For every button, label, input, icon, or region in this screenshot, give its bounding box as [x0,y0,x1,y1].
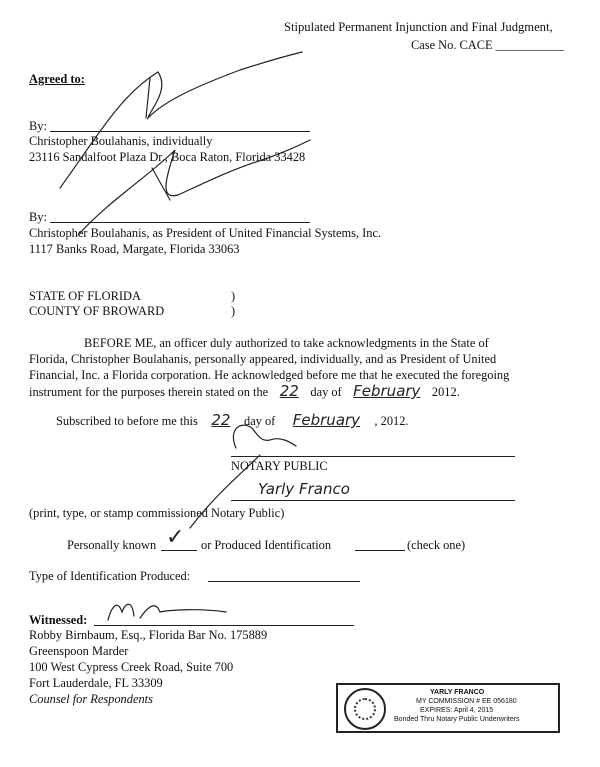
notary-name-line [231,500,515,501]
ack-month-handwritten: February [353,382,421,400]
sig2-by-label: By: [29,210,47,224]
ack-line-4 [29,384,460,400]
document-title: Stipulated Permanent Injunction and Final Judgment, [284,20,553,34]
ack-line-3: Financial, Inc. a Florida corporation. He acknowledged before me that he executed the foregoing [29,368,510,382]
ack-day-handwritten: 22 [279,382,299,400]
sig1-by-label: By: [29,119,47,133]
sig1-signature-stroke-2 [146,78,150,118]
sig1-name: Christopher Boulahanis, individually [29,134,213,148]
ack-year-text: 2012. [431,385,460,399]
witnessed-label: Witnessed: [29,613,88,627]
subscribed-line [56,413,409,429]
ack-day-of-text: day of [310,385,342,399]
sig1-signature-line [50,131,310,132]
witness-role: Counsel for Respondents [29,692,153,706]
notary-seal-icon [344,688,386,730]
venue-county: COUNTY OF BROWARD [29,304,165,318]
stamp-bonded: Bonded Thru Notary Public Underwriters [394,716,520,723]
witness-firm: Greenspoon Marder [29,644,129,658]
notary-instruction: (print, type, or stamp commissioned Notary Public) [29,506,285,520]
produced-id-label: or Produced Identification [201,538,332,552]
personally-known-line [161,550,197,551]
notary-signature-line [231,456,515,457]
personally-known-checkmark: ✓ [166,525,185,550]
check-one-label: (check one) [407,538,466,552]
stamp-commission: MY COMMISSION # EE 056180 [416,698,517,705]
sig1-address: 23116 Sandalfoot Plaza Dr., Boca Raton, Florida 33428 [29,150,306,164]
sig2-signature-stroke-2 [152,168,170,200]
ack-line-2: Florida, Christopher Boulahanis, personally appeared, individually, and as President of United [29,352,497,366]
venue-paren-2: ) [231,304,236,318]
venue-state: STATE OF FLORIDA [29,289,141,303]
witness-signature-stroke [108,604,226,620]
sig2-signature-line [50,222,310,223]
witness-name: Robby Birnbaum, Esq., Florida Bar No. 175889 [29,628,268,642]
subscribed-text: Subscribed to before me this [56,414,198,428]
personally-known-label: Personally known [67,538,157,552]
produced-id-line [355,550,405,551]
id-type-label: Type of Identification Produced: [29,569,191,583]
sig2-name: Christopher Boulahanis, as President of United Financial Systems, Inc. [29,226,382,240]
subscribed-year: , 2012. [374,414,409,428]
id-type-line [208,581,360,582]
ack-line-1: BEFORE ME, an officer duly authorized to take acknowledgments in the State of [84,336,489,350]
case-number: Case No. CACE ___________ [411,38,564,52]
witness-signature-line [94,625,354,626]
ack-line-4-text: instrument for the purposes therein stated on the [29,385,269,399]
stamp-name: YARLY FRANCO [430,689,485,696]
witness-address-2: Fort Lauderdale, FL 33309 [29,676,163,690]
sig1-signature-stroke [60,52,302,188]
notary-printed-name: Yarly Franco [258,480,350,498]
subscribed-day-handwritten: 22 [211,411,231,429]
stamp-expires: EXPIRES: April 4, 2015 [420,707,494,714]
venue-paren-1: ) [231,289,236,303]
notary-stamp [336,683,560,733]
subscribed-month-handwritten: February [292,411,361,429]
agreed-to-heading: Agreed to: [29,72,85,86]
notary-public-label: NOTARY PUBLIC [231,459,328,473]
witness-address-1: 100 West Cypress Creek Road, Suite 700 [29,660,234,674]
sig2-address: 1117 Banks Road, Margate, Florida 33063 [29,242,240,256]
subscribed-day-of: day of [244,414,276,428]
